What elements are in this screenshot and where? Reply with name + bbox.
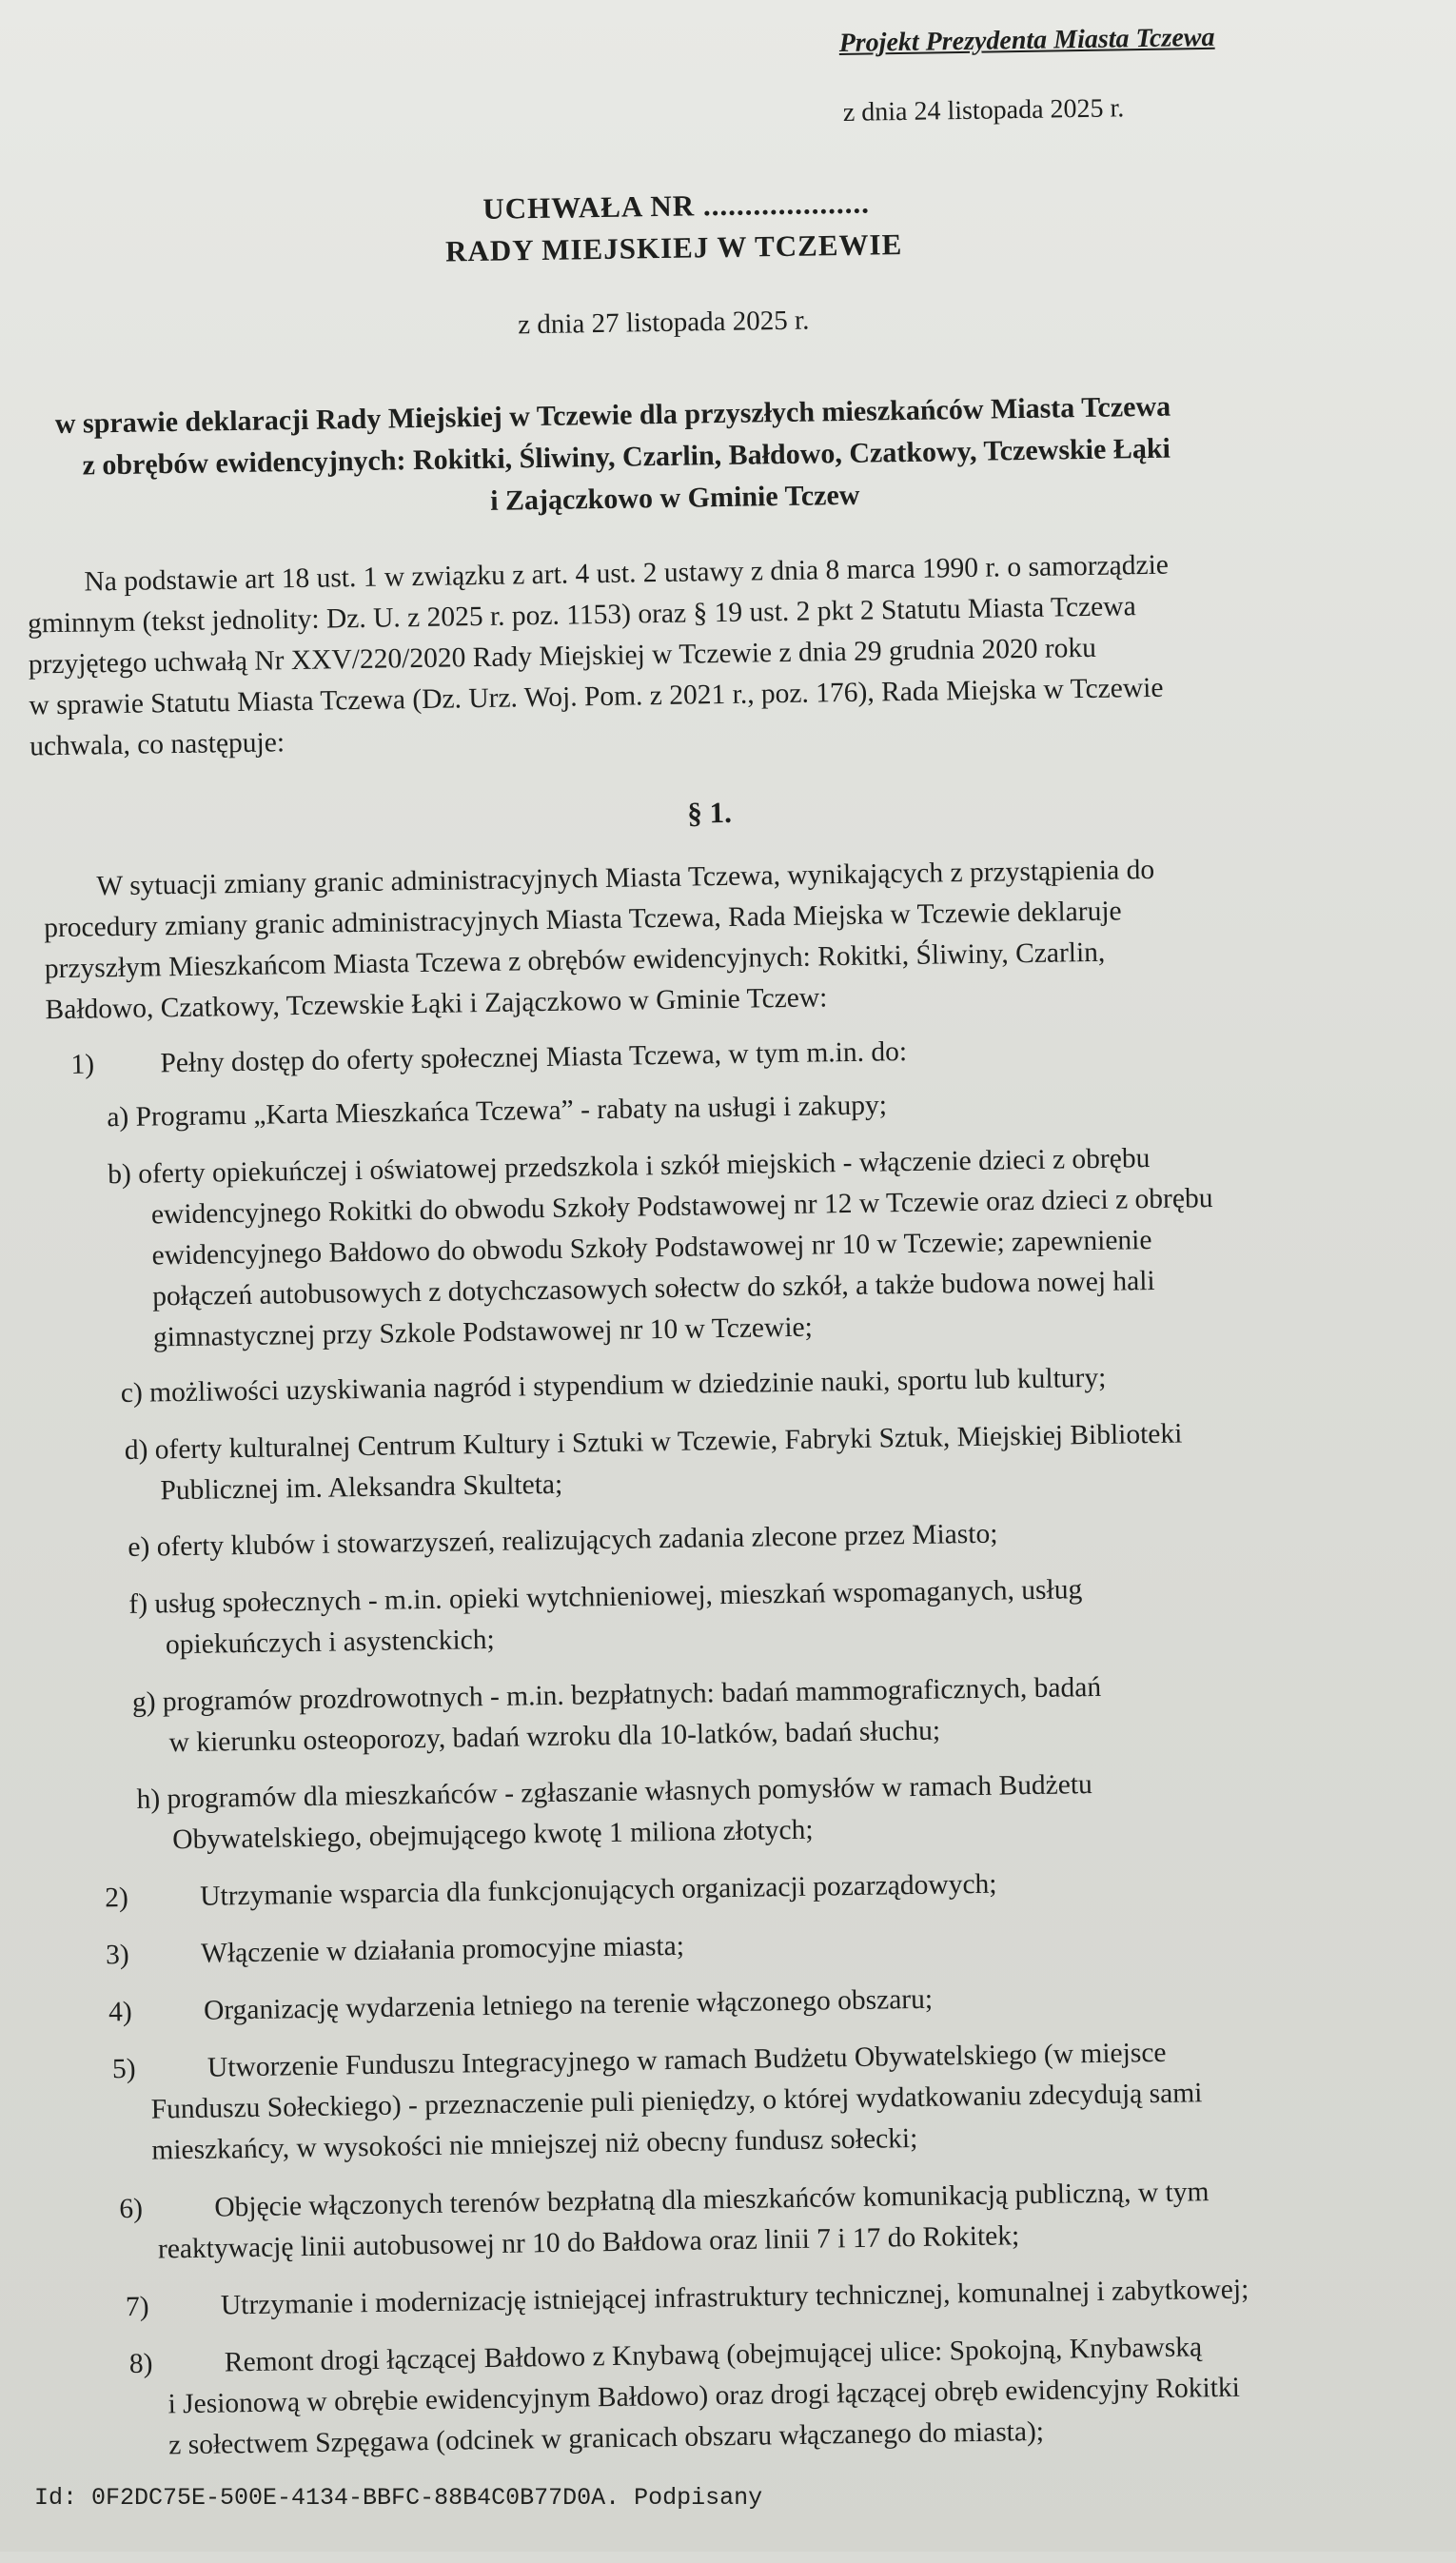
project-date: z dnia 24 listopada 2025 r.	[842, 93, 1125, 128]
legal-basis-line: w sprawie Statutu Miasta Tczewa (Dz. Urz. Woj. Pom. z 2021 r., poz. 176), Rada Miejska w Tczewie	[29, 672, 1164, 721]
project-note: Projekt Prezydenta Miasta Tczewa	[838, 22, 1215, 59]
sub-item-f: opiekuńczych i asystenckich;	[165, 1624, 495, 1661]
list-item-number: 5)	[111, 2053, 136, 2085]
sub-item-h: Obywatelskiego, obejmującego kwotę 1 miliona złotych;	[171, 1814, 814, 1856]
intro-line: procedury zmiany granic administracyjnych Miasta Tczewa, Rada Miejska w Tczewie deklaruje	[43, 896, 1122, 944]
resolution-date: z dnia 27 listopada 2025 r.	[518, 305, 810, 341]
list-item-text: Utrzymanie i modernizację istniejącej infrastruktury technicznej, komunalnej i zabytkowej;	[220, 2274, 1249, 2321]
list-item-number: 3)	[105, 1939, 129, 1971]
sub-item-b: b) oferty opiekuńczej i oświatowej przedszkola i szkół miejskich - włączenie dzieci z obrębu	[108, 1143, 1151, 1191]
sub-item-g: g) programów prozdrowotnych - m.in. bezpłatnych: badań mammograficznych, badań	[131, 1671, 1102, 1718]
sub-item-h: h) programów dla mieszkańców - zgłaszanie własnych pomysłów w ramach Budżetu	[136, 1769, 1093, 1815]
sub-item-d: Publicznej im. Aleksandra Skulteta;	[160, 1469, 563, 1507]
list-item-text: Organizację wydarzenia letniego na terenie włączonego obszaru;	[203, 1983, 934, 2026]
legal-basis-line: gminnym (tekst jednolity: Dz. U. z 2025 r. poz. 1153) oraz § 19 ust. 2 pkt 2 Statutu Miasta Tczewa	[27, 591, 1136, 640]
sub-item-a: a) Programu „Karta Mieszkańca Tczewa” - rabaty na usługi i zakupy;	[107, 1090, 888, 1134]
sub-item-d: d) oferty kulturalnej Centrum Kultury i Sztuki w Tczewie, Fabryki Sztuk, Miejskiej Biblioteki	[124, 1418, 1183, 1466]
sub-item-b: połączeń autobusowych z dotychczasowych sołectw do szkół, a także budowa nowej hali	[152, 1265, 1155, 1312]
subject-line: i Zajączkowo w Gminie Tczew	[489, 479, 860, 517]
resolution-title-number: UCHWAŁA NR ....................	[482, 186, 871, 226]
legal-basis-line: uchwala, co następuje:	[29, 727, 285, 762]
list-item-text: Funduszu Sołeckiego) - przeznaczenie puli pieniędzy, o której wydatkowaniu zdecydują sami	[150, 2078, 1203, 2125]
sub-item-b: ewidencyjnego Bałdowo do obwodu Szkoły Podstawowej nr 10 w Tczewie; zapewnienie	[151, 1225, 1152, 1272]
sub-item-b: gimnastycznej przy Szkole Podstawowej nr 10 w Tczewie;	[152, 1311, 814, 1353]
list-item-text: Remont drogi łączącej Bałdowo z Knybawą (obejmującej ulice: Spokojną, Knybawską	[224, 2332, 1203, 2378]
legal-basis-line: przyjętego uchwałą Nr XXV/220/2020 Rady Miejskiej w Tczewie z dnia 29 grudnia 2020 roku	[28, 632, 1097, 680]
section-mark: § 1.	[687, 795, 733, 830]
list-item-text: z sołectwem Szpęgawa (odcinek w granicach obszaru włączanego do miasta);	[167, 2415, 1045, 2461]
resolution-title-council: RADY MIEJSKIEJ W TCZEWIE	[444, 227, 903, 268]
list-item-text: Utrzymanie wsparcia dla funkcjonujących organizacji pozarządowych;	[199, 1868, 997, 1912]
list-item-number: 1)	[70, 1049, 95, 1080]
sub-item-f: f) usług społecznych - m.in. opieki wytchnieniowej, mieszkań wspomaganych, usług	[128, 1574, 1083, 1620]
list-item-text: reaktywację linii autobusowej nr 10 do Bałdowa oraz linii 7 i 17 do Rokitek;	[157, 2220, 1020, 2265]
intro-line: przyszłym Mieszkańcom Miasta Tczewa z obrębów ewidencyjnych: Rokitki, Śliwiny, Czarlin,	[44, 936, 1106, 985]
intro-line: W sytuacji zmiany granic administracyjnych Miasta Tczewa, wynikających z przystąpienia do	[96, 854, 1155, 902]
document-id-footer: Id: 0F2DC75E-500E-4134-BBFC-88B4C0B77D0A. Podpisany	[34, 2484, 763, 2512]
list-item-number: 7)	[125, 2291, 149, 2323]
list-item-text: Pełny dostęp do oferty społecznej Miasta Tczewa, w tym m.in. do:	[160, 1036, 908, 1079]
intro-line: Bałdowo, Czatkowy, Tczewskie Łąki i Zajączkowo w Gminie Tczew:	[45, 982, 828, 1026]
list-item-text: Objęcie włączonych terenów bezpłatną dla mieszkańców komunikacją publiczną, w tym	[214, 2177, 1210, 2223]
sub-item-c: c) możliwości uzyskiwania nagród i stypendium w dziedzinie nauki, sportu lub kultury;	[120, 1362, 1107, 1410]
sub-item-g: w kierunku osteoporozy, badań wzroku dla 10-latków, badań słuchu;	[168, 1715, 941, 1759]
list-item-text: Utworzenie Funduszu Integracyjnego w ramach Budżetu Obywatelskiego (w miejsce	[207, 2037, 1167, 2083]
list-item-number: 6)	[119, 2193, 144, 2225]
list-item-number: 4)	[108, 1996, 132, 2028]
list-item-number: 2)	[104, 1882, 129, 1914]
legal-basis-line: Na podstawie art 18 ust. 1 w związku z art. 4 ust. 2 ustawy z dnia 8 marca 1990 r. o samorządzie	[84, 549, 1170, 598]
sub-item-e: e) oferty klubów i stowarzyszeń, realizujących zadania zlecone przez Miasto;	[128, 1518, 998, 1563]
list-item-text: mieszkańcy, w wysokości nie mniejszej niż obecny fundusz sołecki;	[151, 2122, 918, 2166]
list-item-text: Włączenie w działania promocyjne miasta;	[200, 1930, 685, 1969]
list-item-number: 8)	[128, 2348, 153, 2380]
subject-line: w sprawie deklaracji Rady Miejskiej w Tczewie dla przyszłych mieszkańców Miasta Tczewa	[54, 390, 1171, 440]
sub-item-b: ewidencyjnego Rokitki do obwodu Szkoły Podstawowej nr 12 w Tczewie oraz dzieci z obrębu	[150, 1182, 1213, 1231]
list-item-text: i Jesionową w obrębie ewidencyjnym Bałdowo) oraz drogi łączącej obręb ewidencyjny Rokitki	[167, 2372, 1241, 2420]
subject-line: z obrębów ewidencyjnych: Rokitki, Śliwiny, Czarlin, Bałdowo, Czatkowy, Tczewskie Łąki	[82, 432, 1171, 482]
